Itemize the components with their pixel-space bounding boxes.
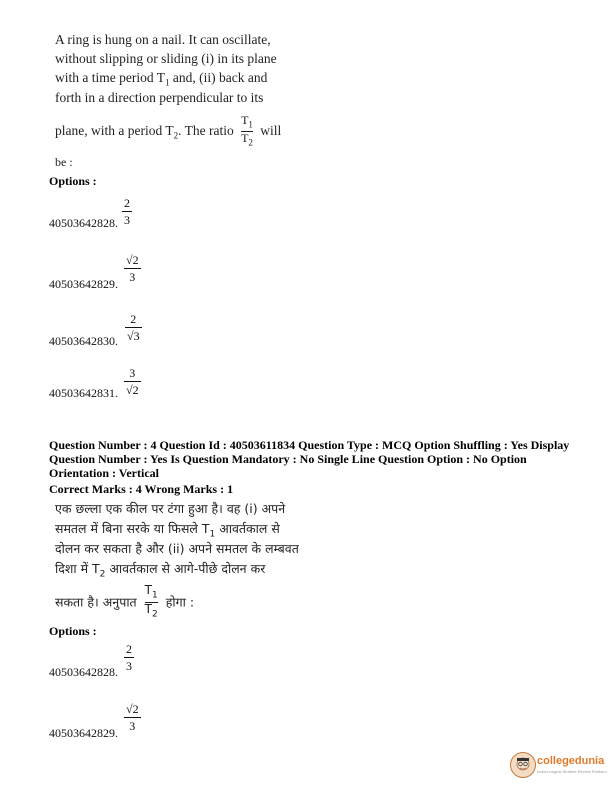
q3-ratio-fraction <box>241 114 253 150</box>
q3-line-4: forth in a direction perpendicular to its <box>55 90 264 105</box>
q3-option-2-id: 40503642829. <box>49 277 118 291</box>
q4-header-line-2: Question Number : Yes Is Question Mandatory : No Single Line Question Option : No Option <box>49 452 527 466</box>
q3-option-1-fraction: 2 3 <box>124 196 130 227</box>
q3-line-1: A ring is hung on a nail. It can oscillate, <box>55 32 271 47</box>
q3-option-2-fraction: √2 3 <box>126 253 139 284</box>
q3-line-5-tail: will <box>260 122 282 138</box>
q3-ratio-num: $T_1$ <box>241 113 253 130</box>
q4-hindi-line-5: सकता है। अनुपात $\frac{T_1}{T_2}$ होगा : <box>55 583 195 620</box>
q4-options-label: Options : <box>49 624 97 638</box>
q4-option-2-fraction: √2 3 <box>126 702 139 733</box>
q3-line-3-tail: and, (ii) back and <box>169 70 268 85</box>
collegedunia-logo <box>510 752 606 782</box>
q3-option-3-id: 40503642830. <box>49 334 118 348</box>
q3-option-3-fraction: 2 √3 <box>127 312 140 343</box>
q3-options-label: Options : <box>49 174 97 188</box>
q3-line-5-mid: . The ratio <box>178 122 234 138</box>
q4-hindi-line-1: एक छल्ला एक कील पर टंगा हुआ है। वह (i) अपने <box>55 501 286 516</box>
q4-header-line-1: Question Number : 4 Question Id : 40503611834 Question Type : MCQ Option Shuffling : Yes Display <box>49 438 570 452</box>
q3-line-5-head: plane, with a period T <box>55 122 174 138</box>
q3-t2-sub: 2 <box>173 130 179 141</box>
q4-option-1-fraction: 2 3 <box>126 642 132 673</box>
q4-hindi-line-2: समतल में बिना सरके या फिसले $T_1$ आवर्तकाल से <box>55 521 280 540</box>
q4-option-1-id: 40503642828. <box>49 665 118 679</box>
q4-ratio-num: $T_1$ <box>144 583 158 601</box>
q3-ratio-den: $T_2$ <box>241 131 253 148</box>
q3-line-5 <box>55 114 281 150</box>
q4-ratio-fraction <box>145 584 158 622</box>
q4-option-2-id: 40503642829. <box>49 726 118 740</box>
q4-hindi-line-3: दोलन कर सकता है और (ii) अपने समतल के लम्बवत <box>55 541 299 556</box>
q3-line-3-head: with a time period T <box>55 70 165 85</box>
q3-t1-sub: 1 <box>164 77 170 88</box>
q3-option-4-id: 40503642831. <box>49 386 118 400</box>
q3-line-6: be : <box>55 155 73 169</box>
q3-option-4-fraction: 3 √2 <box>126 366 139 397</box>
q4-hindi-line-4: दिशा में $T_2$ आवर्तकाल से आगे-पीछे दोलन कर <box>55 561 266 580</box>
q4-ratio-den: $T_2$ <box>144 602 158 620</box>
q4-header-line-3: Orientation : Vertical <box>49 466 159 480</box>
brand-tagline: India's largest Student Review Platform <box>537 769 607 774</box>
q3-option-1-id: 40503642828. <box>49 216 118 230</box>
q4-marks: Correct Marks : 4 Wrong Marks : 1 <box>49 482 234 496</box>
q3-line-3 <box>55 70 267 88</box>
brand-name: collegedunia <box>537 755 605 767</box>
mascot-icon <box>510 752 536 778</box>
q3-line-2: without slipping or sliding (i) in its plane <box>55 51 277 66</box>
